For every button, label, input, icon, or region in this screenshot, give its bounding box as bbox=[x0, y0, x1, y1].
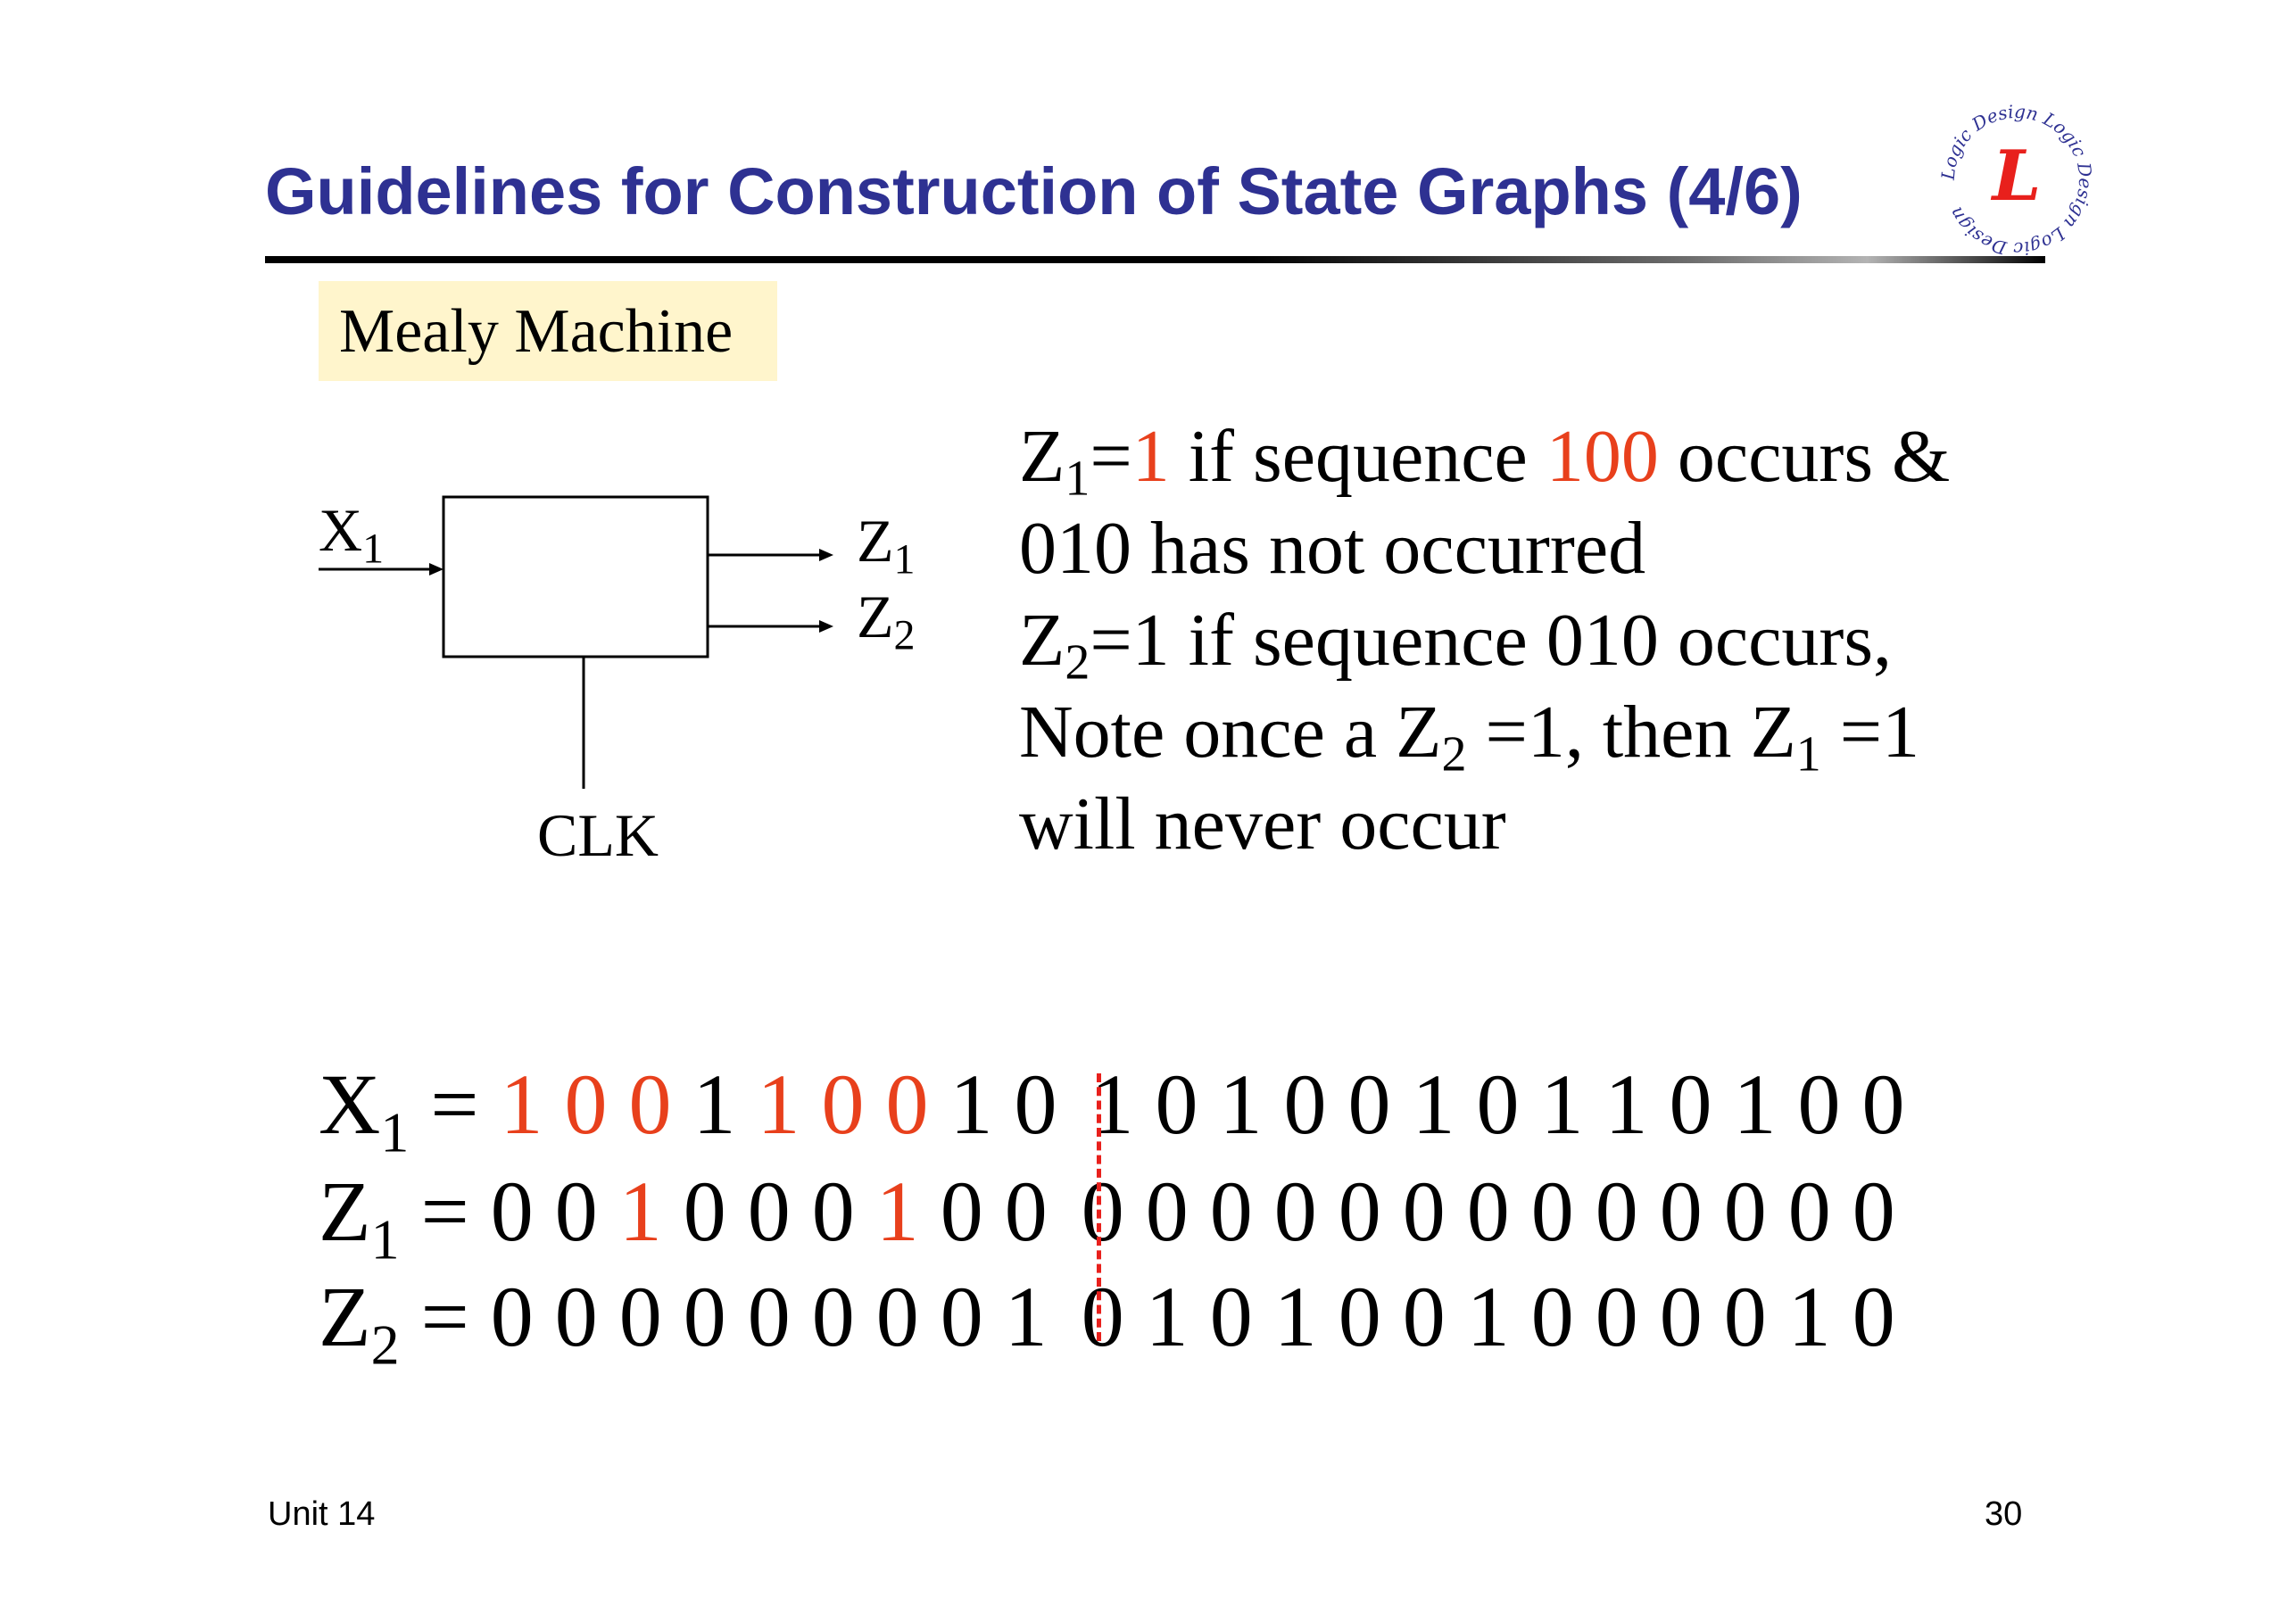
sequence-z1: $Z_1 = 0$ 0 1 0 0 0 1 0 0 0 0 0 0 0 0 0 0 0 0 0 0 0 bbox=[319, 1163, 1895, 1271]
sequence-digit: 0 bbox=[747, 1163, 791, 1259]
sequence-digit: 0 bbox=[940, 1269, 983, 1364]
sequence-digit: 1 bbox=[949, 1056, 993, 1152]
mealy-label: Mealy Machine bbox=[339, 297, 734, 366]
clock-label: CLK bbox=[537, 801, 659, 869]
sequence-digit: 0 bbox=[628, 1056, 672, 1152]
machine-box bbox=[443, 497, 708, 657]
seq-right-digits: 0 0 0 0 0 0 0 0 0 0 0 0 0 bbox=[1081, 1163, 1895, 1259]
desc-line-2: 010 has not occurred bbox=[1019, 507, 1646, 590]
sequence-digit: 0 bbox=[554, 1163, 598, 1259]
sequence-digit: 1 bbox=[692, 1056, 736, 1152]
sequence-digit: 0 bbox=[811, 1269, 855, 1364]
seq-right-digits: 0 1 0 1 0 0 1 0 0 0 0 1 0 bbox=[1081, 1269, 1895, 1364]
sequence-digit: 0 bbox=[490, 1163, 534, 1259]
sequence-digit: 0 bbox=[875, 1269, 919, 1364]
desc-line-5: will never occur bbox=[1019, 783, 1506, 865]
sequence-digit: 0 bbox=[618, 1269, 662, 1364]
output-label-z2: $Z_2$ bbox=[857, 583, 916, 659]
sequence-x1: $X_1 = 1$ 0 0 1 1 0 0 1 0 1 0 1 0 0 1 0 1 1 0 1 0 0 bbox=[319, 1056, 1905, 1164]
sequence-digit: 0 bbox=[683, 1163, 726, 1259]
slide-title: Guidelines for Construction of State Graphs (4/6) bbox=[265, 154, 1803, 228]
sequence-digit: 1 bbox=[618, 1163, 662, 1259]
sequence-digit: 0 bbox=[490, 1269, 534, 1364]
logo-letter: L bbox=[1992, 136, 2042, 217]
page-number: 30 bbox=[1985, 1495, 2023, 1533]
sequence-digit: 0 bbox=[554, 1269, 598, 1364]
seq-left-digits bbox=[491, 1163, 1048, 1259]
sequence-digit: 1 bbox=[1004, 1269, 1048, 1364]
desc-line-1: $Z_1=1$ if sequence 100 occurs & bbox=[1019, 415, 1951, 507]
logic-design-logo-icon bbox=[1927, 100, 2106, 261]
description bbox=[1019, 410, 2179, 870]
sequence-digit: 1 bbox=[757, 1056, 800, 1152]
desc-line-4: Note once a $Z_2 =1$, then $Z_1 =1$ bbox=[1019, 691, 1920, 783]
input-label-x1: $X_1$ bbox=[319, 496, 385, 573]
sequence-digit: 0 bbox=[885, 1056, 929, 1152]
sequence-digit: 0 bbox=[747, 1269, 791, 1364]
sequence-digit: 1 bbox=[875, 1163, 919, 1259]
sequence-digit: 0 bbox=[564, 1056, 608, 1152]
seq-left-digits bbox=[500, 1056, 1057, 1152]
seq-left-digits bbox=[491, 1269, 1048, 1364]
sequence-digit: 0 bbox=[1004, 1163, 1048, 1259]
output-label-z1: $Z_1$ bbox=[857, 507, 916, 584]
seq-right-digits: 1 0 1 0 0 1 0 1 1 0 1 0 0 bbox=[1090, 1056, 1905, 1152]
sequence-divider bbox=[1097, 1073, 1101, 1341]
footer-unit: Unit 14 bbox=[268, 1495, 376, 1533]
block-diagram bbox=[303, 464, 946, 883]
logo-ring-text: Logic Design Logic Design Logic Design bbox=[1936, 100, 2097, 261]
sequence-digit: 0 bbox=[811, 1163, 855, 1259]
sequence-digit: 0 bbox=[940, 1163, 983, 1259]
title-rule bbox=[265, 256, 2045, 263]
sequence-digit: 0 bbox=[1014, 1056, 1057, 1152]
desc-line-3: $Z_2=1$ if sequence 010 occurs, bbox=[1019, 599, 1893, 691]
sequence-digit: 1 bbox=[500, 1056, 543, 1152]
sequence-digit: 0 bbox=[683, 1269, 726, 1364]
sequence-digit: 0 bbox=[821, 1056, 865, 1152]
sequence-z2: $Z_2 = 0$ 0 0 0 0 0 0 0 1 0 1 0 1 0 0 1 0 0 0 0 1 0 bbox=[319, 1269, 1895, 1377]
